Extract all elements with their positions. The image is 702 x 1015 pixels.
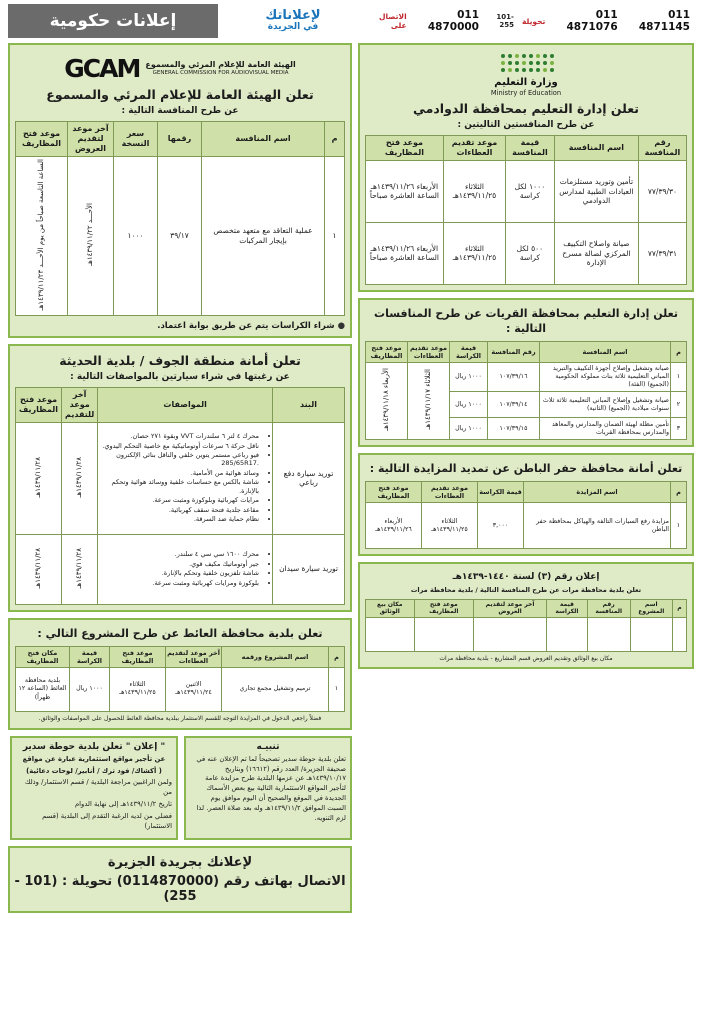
hait-title: تعلن بلدية محافظة العائط عن طرح المشروع التالي : — [37, 626, 323, 640]
table-row — [366, 503, 687, 549]
column-right — [358, 43, 694, 675]
hait-th-3: موعد فتح المظاريف — [110, 646, 166, 667]
spec: • مرايات كهربائية وبلوكوزة ومثبت سرعة. — [101, 496, 259, 504]
hafr-th-4: موعد فتح المظاريف — [366, 482, 422, 503]
top-ext-label: تحويلة — [521, 16, 546, 26]
ann-r0-c3 — [546, 617, 587, 651]
sudair-box — [10, 736, 178, 840]
qura-r0-m: ١ — [671, 362, 687, 392]
announcement-title: إعلان رقم (٣) لسنة ١٤٤٠-١٤٣٩هـ — [452, 572, 600, 583]
table-row — [16, 534, 345, 604]
qurayyat-header-row — [366, 341, 687, 362]
gcam-r0-submit: الأحـــد ١٤٣٩/١١/٢٢هـ — [68, 156, 114, 315]
tanbih-box — [184, 736, 352, 840]
moe-th-3: موعد تقديم العطاءات — [443, 135, 505, 160]
jouf-r0-item: توريد سيارة دفع رباعي — [273, 422, 345, 534]
slogan-line-2: في الجريدة — [267, 22, 319, 33]
jouf-th-1: المواصفات — [98, 387, 273, 422]
hafr-r0-open: الأربعاء ١٤٣٩/١١/٢٦هـ — [366, 503, 422, 549]
hafr-r0-name: مزايدة رفع السيارات التالفة والهياكل بمحافظة حفر الباطن — [524, 503, 671, 549]
ann-r0-c2 — [587, 617, 630, 651]
top-contact-label: الاتصال على — [378, 12, 407, 30]
spec: • وسائد هوائية من الأمامية. — [101, 469, 259, 477]
moe-logo-label-ar: وزارة التعليم — [494, 77, 558, 88]
hafr-header-row — [366, 482, 687, 503]
moe-logo-label-en: Ministry of Education — [490, 89, 562, 97]
hait-table — [15, 646, 345, 712]
hait-th-2: آخر موعد لتقديم العطاءات — [166, 646, 222, 667]
spec: • فيو رباعي مستمر يتوين خلفي والناقل بنائي الإلكترون .285/65R17 — [101, 451, 259, 468]
sudair-line-1: عن تأجير مواقع استثمارية عبارة عن مواقع — [22, 754, 166, 763]
gcam-r0-name: عملية التعاقد مع متعهد متخصص بإيجار المركبات — [202, 156, 325, 315]
hait-th-0: م — [329, 646, 345, 667]
top-phone-3: 011 4870000 — [427, 9, 479, 33]
jouf-r0-specs — [98, 422, 273, 534]
column-left — [8, 43, 352, 913]
top-phone-2: 011 4871076 — [566, 9, 618, 33]
top-phones — [368, 4, 694, 38]
gcam-r0-price: ١٠٠٠ — [114, 156, 158, 315]
ann-r0-c1 — [630, 617, 672, 651]
gcam-header-row — [16, 121, 345, 156]
hafr-th-1: اسم المزايدة — [524, 482, 671, 503]
jouf-th-0: البند — [273, 387, 345, 422]
hafr-th-3: موعد تقديم العطاءات — [422, 482, 478, 503]
gcam-note: ● شراء الكراسات يتم عن طريق بوابة اعتماد. — [157, 320, 345, 331]
gcam-th-3: سعر النسخة — [114, 121, 158, 156]
qura-th-1: اسم المنافسة — [540, 341, 671, 362]
spec: • نظام حماية ضد السرقة. — [101, 515, 259, 523]
announcement-subtitle: تعلن بلدية محافظة مرات عن طرح المنافسة التالية / بلدية محافظة مرات — [410, 585, 642, 594]
qura-open: الأربعاء ١٤٣٩/١١/١٨هـ — [366, 362, 408, 440]
gcam-mark-icon: GCAM — [64, 54, 140, 83]
qura-r1-no: ١٠٧/٣٩/١٤ — [488, 392, 540, 418]
qura-r2-m: ٣ — [671, 418, 687, 440]
hait-r0-place: بلدية محافظة العائط (الساعة ١٢ ظهراً) — [16, 667, 70, 711]
contact-footer-line-1: لإعلانك بجريدة الجزيرة — [107, 854, 253, 870]
jouf-th-2: آخر موعد للتقديم — [62, 387, 98, 422]
hafr-th-2: قيمة الكراسة — [478, 482, 524, 503]
hafr-r0-m: ١ — [671, 503, 687, 549]
gcam-th-5: موعد فتح المظاريف — [16, 121, 68, 156]
ann-th-6: مكان بيع الوثائق — [366, 599, 415, 617]
moe-th-1: اسم المنافسة — [554, 135, 638, 160]
contact-footer-line-2: الاتصال بهاتف رقم (0114870000) تحويلة : (101 - 255) — [14, 873, 346, 904]
gcam-title: تعلن الهيئة العامة للإعلام المرئي والمسموع — [46, 87, 314, 102]
gcam-r0-open: الساعة التاسعة صباحاً من يوم الأحـــد ١٤٣٩/١١/٢٣هـ — [16, 156, 68, 315]
hait-th-1: اسم المشروع ورقمه — [222, 646, 329, 667]
jouf-card — [8, 344, 352, 612]
moe-card — [358, 43, 694, 292]
gcam-th-1: اسم المنافسة — [202, 121, 325, 156]
moe-r1-name: صيانة واصلاح التكييف المركزي لصالة مسرح الإدارة — [554, 222, 638, 284]
jouf-r0-open: ١٤٣٩/١١/٢٨هـ — [16, 422, 62, 534]
qura-th-3: قيمة الكراسة — [450, 341, 488, 362]
qura-th-4: موعد تقديم العطاءات — [408, 341, 450, 362]
jouf-r1-specs — [98, 534, 273, 604]
gcam-card — [8, 43, 352, 338]
table-row — [366, 222, 687, 284]
jouf-header-row — [16, 387, 345, 422]
spec: • جير أوتوماتيك مكيف قوي. — [101, 560, 259, 568]
table-row — [366, 362, 687, 392]
hafr-r0-submit: الثلاثاء ١٤٣٩/١١/٢٥هـ — [422, 503, 478, 549]
hait-th-5: مكان فتح المظاريف — [16, 646, 70, 667]
moe-title: تعلن إدارة التعليم بمحافظة الدوادمي — [413, 101, 639, 116]
ann-r0-c6 — [366, 617, 415, 651]
announcement-table — [365, 599, 687, 652]
jouf-r0-deadline: ١٤٣٩/١١/٢٨هـ — [62, 422, 98, 534]
top-section-title: إعلانات حكومية — [8, 4, 218, 38]
sudair-line-2: ( أكشاك/ فود ترك / أنابير/ لوحات دعائية) — [26, 766, 162, 775]
spec: • شاشة بالكس مع حساسات خلفية ووسائد هوائية وتحكم بالإنارة. — [101, 478, 259, 495]
moe-subtitle: عن طرح المنافستين التاليتين : — [457, 119, 595, 130]
table-row — [16, 422, 345, 534]
qurayyat-table — [365, 341, 687, 441]
sudair-line-3: ولمن الراغبين مراجعة البلدية / قسم الاستثمار/ وذلك من — [24, 778, 172, 797]
ann-r0-c5 — [414, 617, 474, 651]
hait-header-row — [16, 646, 345, 667]
jouf-th-3: موعد فتح المظاريف — [16, 387, 62, 422]
qura-r0-no: ١٠٧/٣٩/١٦ — [488, 362, 540, 392]
moe-r1-open: الأربعاء ١٤٣٩/١١/٢٦هـ الساعة العاشرة صباحاً — [366, 222, 444, 284]
spec: • مقاعد جلدية فتحة سقف كهربائية. — [101, 506, 259, 514]
gcam-note-text: شراء الكراسات يتم عن طريق بوابة اعتماد. — [157, 320, 335, 331]
hait-footer: فضلاً راجعي الدخول في المزايدة التوجه للقسم الاستثمار ببلدية محافظة العائط للحصول على المواصفات والوثائق. — [38, 714, 322, 722]
moe-table — [365, 135, 687, 285]
hait-th-4: قيمة الكراسة — [70, 646, 110, 667]
contact-footer — [8, 846, 352, 913]
hafr-table — [365, 481, 687, 549]
announcement-card — [358, 562, 694, 669]
ann-th-1: اسم المشروع — [630, 599, 672, 617]
tanbih-title: تنبيـه — [256, 741, 280, 752]
sudair-tanbih-row — [8, 736, 352, 840]
sudair-heading — [16, 742, 172, 752]
gcam-th-0: م — [325, 121, 345, 156]
hafr-card — [358, 453, 694, 556]
hait-r0-name: ترميم وتشغيل مجمع تجاري — [222, 667, 329, 711]
ann-th-3: قيمة الكراسة — [546, 599, 587, 617]
moe-r0-submit: الثلاثاء ١٤٣٩/١١/٢٥هـ — [443, 160, 505, 222]
spec: • محرك ٤ لتر ٦ سلندرات VVT وبقوة ٢٧١ حصان. — [101, 432, 259, 440]
top-banner — [8, 4, 694, 38]
qura-r1-price: ١٠٠٠ ريال — [450, 392, 488, 418]
slogan-line-1: لإعلاناتك — [265, 8, 321, 24]
hait-r0-open: الثلاثاء ١٤٣٩/١١/٢٥هـ — [110, 667, 166, 711]
moe-r1-submit: الثلاثاء ١٤٣٩/١١/٢٥هـ — [443, 222, 505, 284]
sudair-badge: " إعلان " — [125, 741, 166, 752]
gcam-r0-m: ١ — [325, 156, 345, 315]
top-ads-slogan — [218, 4, 368, 38]
moe-logo — [365, 50, 687, 99]
ann-th-2: رقم المنافسة — [587, 599, 630, 617]
moe-r1-value: ٥٠٠ لكل كراسة — [506, 222, 555, 284]
sudair-line-5: فضلي من لديه الرغبة التقدم إلى البلدية (قسم الاستثمار) — [42, 811, 172, 830]
jouf-subtitle: عن رغبتها في شراء سيارتين بالمواصفات التالية : — [70, 371, 290, 382]
qura-th-5: موعد فتح المظاريف — [366, 341, 408, 362]
ann-r0-c4 — [474, 617, 547, 651]
table-row — [366, 617, 687, 651]
qura-r0-price: ١٠٠٠ ريال — [450, 362, 488, 392]
main-columns — [8, 43, 694, 913]
jouf-r1-deadline: ١٤٣٩/١١/٢٨هـ — [62, 534, 98, 604]
ann-th-4: آخر موعد لتقديم العروض — [474, 599, 547, 617]
qura-r1-m: ٢ — [671, 392, 687, 418]
sudair-line-4: تاريخ ١٤٣٩/١١/٢هـ إلى نهاية الدوام — [74, 800, 172, 809]
moe-th-2: قيمة المنافسة — [506, 135, 555, 160]
moe-th-0: رقم المنافسة — [638, 135, 686, 160]
hait-r0-price: ١٠٠٠ ريال — [70, 667, 110, 711]
ann-th-0: م — [673, 599, 687, 617]
announcement-header-row — [366, 599, 687, 617]
table-row — [16, 667, 345, 711]
hafr-r0-price: ٣,٠٠٠ — [478, 503, 524, 549]
hait-r0-m: ١ — [329, 667, 345, 711]
qura-r1-name: صيانة وتشغيل وإصلاح المباني التعليمية ثلاثة ثلاث سنوات ميلادية (الجميع) (الثانية) — [540, 392, 671, 418]
qura-submit: الثلاثاء ١٤٣٩/١١/١٧هـ — [408, 362, 450, 440]
gcam-th-4: آخر موعد لتقديم العروض — [68, 121, 114, 156]
moe-table-header-row — [366, 135, 687, 160]
sudair-title: تعلن بلدية حوطة سدير — [22, 741, 123, 752]
gcam-th-2: رقمها — [158, 121, 202, 156]
moe-dots-icon — [466, 54, 586, 74]
gcam-logo-label-en: GENERAL COMMISSION FOR AUDIOVISUAL MEDIA — [152, 70, 289, 77]
gcam-logo-label-ar: الهيئة العامة للإعلام المرئي والمسموع — [145, 60, 296, 70]
moe-r0-open: الأربعاء ١٤٣٩/١١/٢٦هـ الساعة العاشرة صباحاً — [366, 160, 444, 222]
moe-r0-no: ٧٧/٣٩/٣٠ — [638, 160, 686, 222]
jouf-r1-open: ١٤٣٩/١١/٢٨هـ — [16, 534, 62, 604]
moe-r0-name: تأمين وتوريد مستلزمات العيادات الطبية لمدارس الدوادمي — [554, 160, 638, 222]
hafr-title: تعلن أمانة محافظة حفر الباطن عن تمديد المزايدة التالية : — [369, 462, 683, 476]
table-row — [16, 156, 345, 315]
qurayyat-card — [358, 298, 694, 447]
gcam-subtitle: عن طرح المنافسة التالية : — [121, 105, 239, 116]
ann-th-5: موعد فتح المظاريف — [414, 599, 474, 617]
spec: • محرك ١٦٠٠ سي سي ٤ سلندر. — [101, 550, 259, 558]
qura-r2-no: ١٠٧/٣٩/١٥ — [488, 418, 540, 440]
moe-r1-no: ٧٧/٣٩/٣١ — [638, 222, 686, 284]
hafr-th-0: م — [671, 482, 687, 503]
qura-th-2: رقم المنافسة — [488, 341, 540, 362]
announcement-footer: مكان بيع الوثائق وتقديم العروض قسم المشاريع - بلدية محافظة مرات — [439, 654, 613, 662]
spec: • بلوكوزة ومرايات كهربائية ومثبت سرعة. — [101, 579, 259, 587]
tanbih-body: تعلن بلدية حوطة سدير تصحيحاً لما تم الإعلان عنه في صحيفة الجزيرة/ العدد رقم (١٦٦١٢) وبتاريخ ١٤٣٩/١٠/١٧هـ عن عزمها البلدية طرح مزايدة عامة لتأجير المواقع الاستثمارية التالية بيع بعض الأسماك الجديدة في الموقع والصحيح أن اليوم موافق يوم السبت الموافق ١٤٣٩/١١/٢هـ وله بعد صلاة العصر. لذا لزم التنويه. — [196, 754, 346, 822]
jouf-r1-item: توريد سيارة سيدان — [273, 534, 345, 604]
ann-r0-c0 — [673, 617, 687, 651]
jouf-title: تعلن أمانة منطقة الجوف / بلدية الحديثة — [59, 352, 301, 368]
spec: • ناقل حركة ٦ سرعات أوتوماتيكية مع خاصية التحكم اليدوي. — [101, 442, 259, 450]
moe-r0-value: ١٠٠٠ لكل كراسة — [506, 160, 555, 222]
gcam-logo — [15, 50, 345, 85]
qura-th-0: م — [671, 341, 687, 362]
jouf-table — [15, 387, 345, 605]
qurayyat-title: تعلن إدارة التعليم بمحافظة القريات عن طرح المنافسات التالية : — [374, 306, 678, 335]
top-phone-1: 011 4871145 — [638, 9, 690, 33]
top-ext-value: 101-255 — [496, 13, 514, 29]
qura-r2-price: ١٠٠٠ ريال — [450, 418, 488, 440]
table-row — [366, 160, 687, 222]
hait-r0-submit: الاثنين ١٤٣٩/١١/٢٤هـ — [166, 667, 222, 711]
gcam-table — [15, 121, 345, 316]
hait-card — [8, 618, 352, 730]
gcam-r0-no: ٣٩/١٧ — [158, 156, 202, 315]
qura-r0-name: صيانة وتشغيل وإصلاح أجهزة التكييف والتبريد المباني التعليمية ثلاثة بنات مملوكة الحكومية (الجميع) (الفئة) — [540, 362, 671, 392]
qura-r2-name: تأمين مظلة لهيئة الضمان والمدارس والمعاهد والمدارس بمحافظة القريات — [540, 418, 671, 440]
moe-th-4: موعد فتح المظاريف — [366, 135, 444, 160]
spec: • شاشة تلفزيون خلفية وتحكم بالإنارة. — [101, 569, 259, 577]
